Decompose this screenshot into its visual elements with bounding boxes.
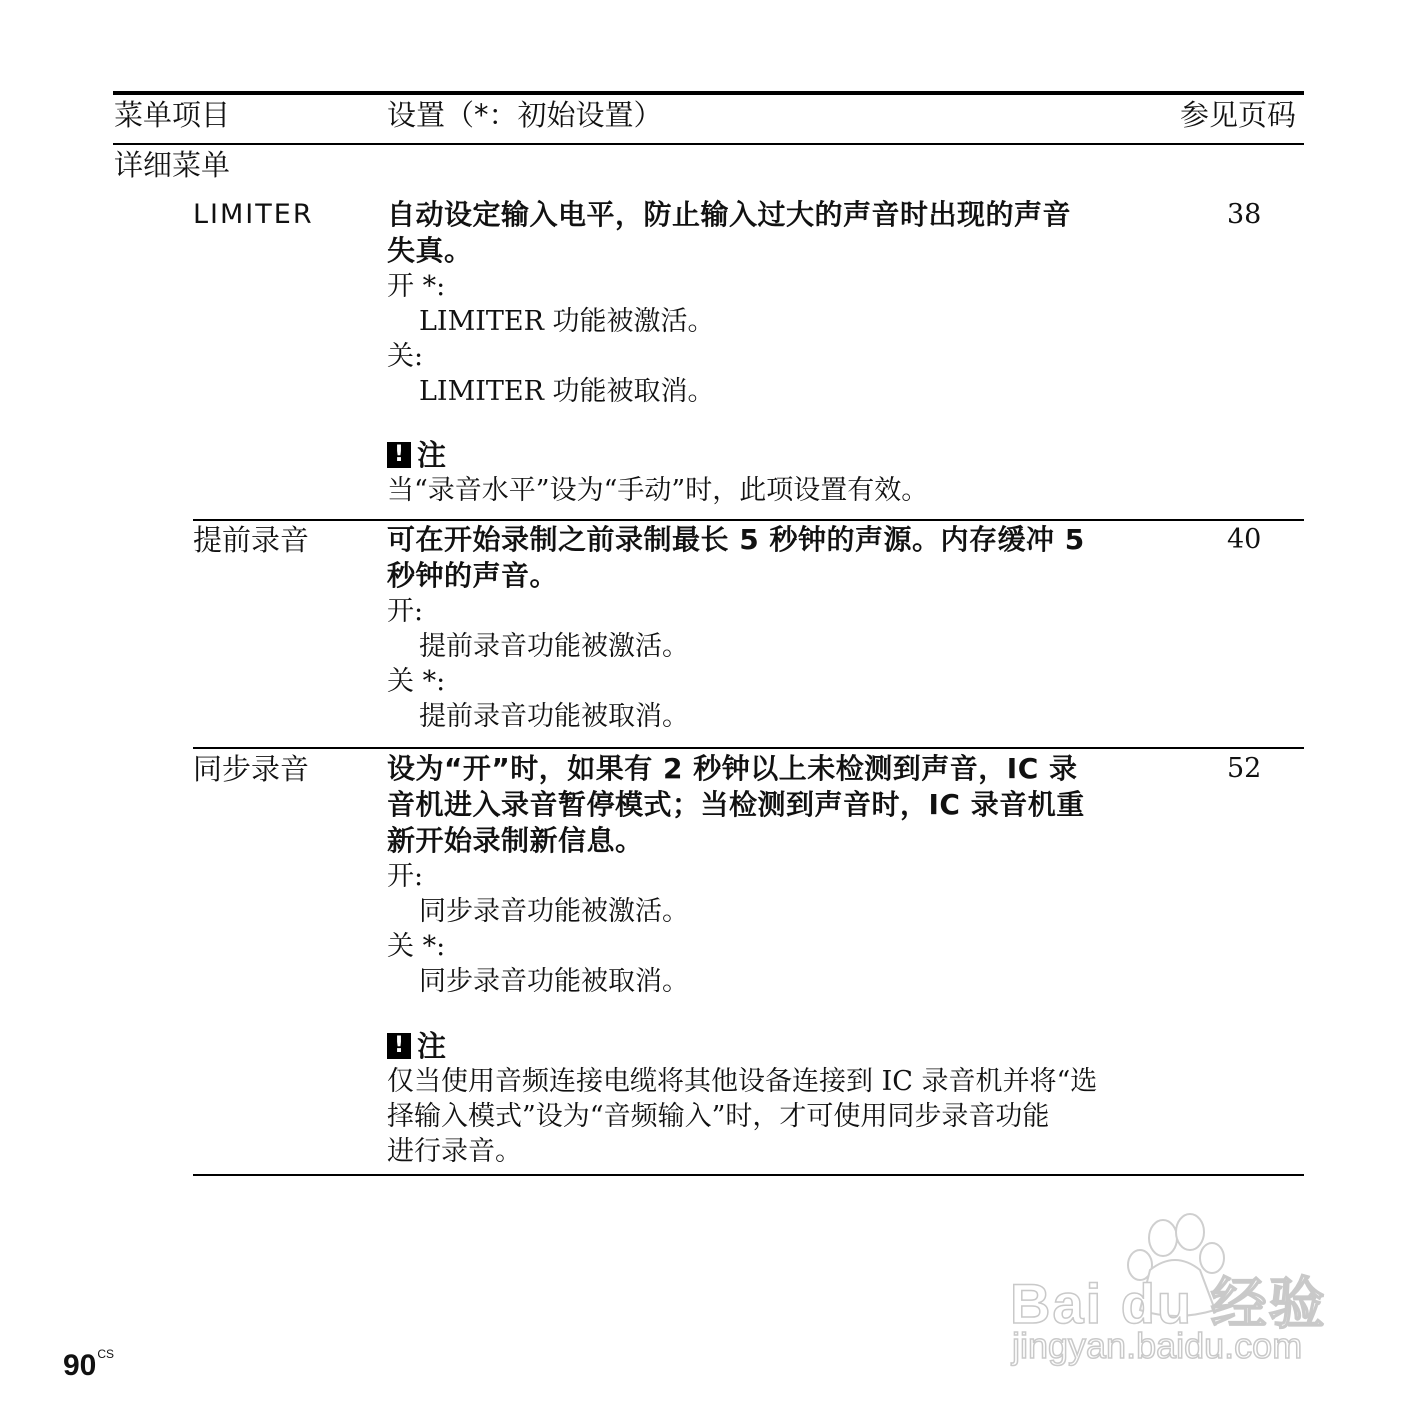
note-block <box>387 1028 1097 1169</box>
note-title: 注 <box>417 438 447 472</box>
row-page-ref: 52 <box>1227 753 1262 784</box>
note-text: 进行录音。 <box>387 1136 522 1167</box>
row-description: 设为“开”时，如果有 2 秒钟以上未检测到声音，IC 录 音机进入录音暂停模式；当检测到声音时，IC 录音机重 新开始录制新信息。 开: 同步录音功能被激活。 关 *: 同步录音功能被取消。 <box>387 752 1085 997</box>
note-block <box>387 437 928 508</box>
header-menu-item: 菜单项目 <box>114 98 231 132</box>
row-description: 可在开始录制之前录制最长 5 秒钟的声源。内存缓冲 5 秒钟的声音。 开: 提前录音功能被激活。 关 *: 提前录音功能被取消。 <box>387 523 1085 732</box>
option-off-text: 同步录音功能被取消。 <box>419 966 689 997</box>
row-item-label: 同步录音 <box>193 752 310 786</box>
page-number: 90$^{CS}$ <box>63 1347 115 1382</box>
note-text: 择输入模式”设为“音频输入”时，才可使用同步录音功能 <box>387 1101 1050 1132</box>
section-title: 详细菜单 <box>114 148 231 182</box>
option-off-label: 关: <box>387 341 424 372</box>
header-ref-page: 参见页码 <box>1180 98 1297 132</box>
row-description: 自动设定输入电平，防止输入过大的声音时出现的声音 失真。 开 *: LIMITER 功能被激活。 关: LIMITER 功能被取消。 <box>387 198 1072 407</box>
header-bottom-rule <box>113 143 1304 145</box>
option-on-text: 同步录音功能被激活。 <box>419 896 689 927</box>
baidu-watermark <box>1000 1210 1340 1370</box>
note-title: 注 <box>417 1029 447 1063</box>
option-off-label: 关 *: <box>387 931 446 962</box>
row-divider <box>193 747 1304 749</box>
watermark-brand: Bai du 经验 <box>1010 1272 1327 1335</box>
option-off-text: LIMITER 功能被取消。 <box>419 376 715 407</box>
row-item-label: LIMITER <box>193 199 314 230</box>
table-bottom-rule <box>193 1174 1304 1176</box>
row-page-ref: 40 <box>1227 524 1262 555</box>
option-off-label: 关 *: <box>387 666 446 697</box>
row-page-ref: 38 <box>1227 199 1262 230</box>
option-on-label: 开: <box>387 596 424 627</box>
option-off-text: 提前录音功能被取消。 <box>419 701 689 732</box>
row-item-label: 提前录音 <box>193 523 310 557</box>
warning-note-icon: ! <box>387 1033 411 1059</box>
option-on-label: 开 *: <box>387 271 446 302</box>
warning-note-icon: ! <box>387 442 411 468</box>
option-on-text: 提前录音功能被激活。 <box>419 631 689 662</box>
table-top-rule <box>113 91 1304 95</box>
page-suffix: CS <box>97 1347 115 1361</box>
note-text: 当“录音水平”设为“手动”时，此项设置有效。 <box>387 475 929 506</box>
watermark-url: jingyan.baidu.com <box>1012 1325 1303 1366</box>
option-on-label: 开: <box>387 861 424 892</box>
header-setting: 设置（*：初始设置） <box>387 98 663 132</box>
option-on-text: LIMITER 功能被激活。 <box>419 306 715 337</box>
row-divider <box>193 519 1304 521</box>
note-text: 仅当使用音频连接电缆将其他设备连接到 IC 录音机并将“选 <box>387 1066 1098 1097</box>
